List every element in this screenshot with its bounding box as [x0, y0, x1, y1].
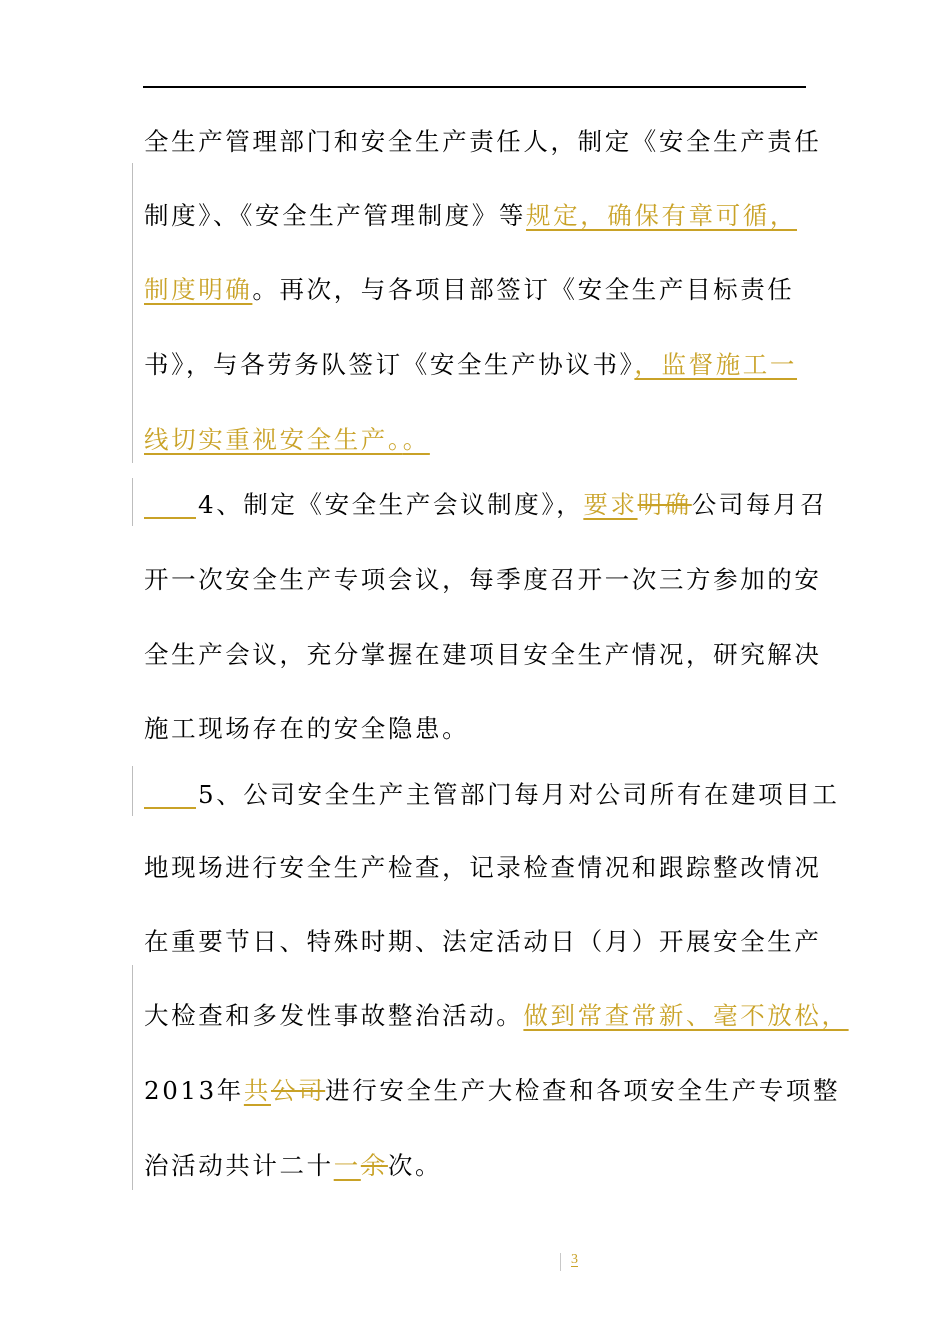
page-number: 3	[571, 1252, 578, 1267]
text-line	[144, 1071, 841, 1111]
text-line	[144, 560, 822, 600]
text-line	[144, 270, 814, 310]
body-text: 书》，与各劳务队签订《安全生产协议书》	[144, 350, 635, 379]
body-text: 公司每月召	[691, 490, 828, 519]
text-line	[144, 485, 828, 525]
tracked-deletion[interactable]: 余	[360, 1151, 388, 1180]
text-line	[144, 345, 814, 385]
change-bar	[132, 965, 133, 1190]
header-rule	[143, 86, 806, 88]
tracked-insertion[interactable]: 共	[243, 1076, 271, 1105]
body-text: 2013年	[144, 1076, 244, 1105]
text-line	[144, 420, 814, 460]
body-text: 全生产管理部门和安全生产责任人，制定《安全生产责任	[144, 127, 822, 156]
tracked-insertion[interactable]: 线切实重视安全生产。	[144, 425, 403, 454]
tracked-deletion[interactable]: 明确	[637, 490, 692, 519]
text-line	[144, 848, 822, 888]
tracked-insertion[interactable]: 做到常查常新、毫不放松，	[523, 1001, 849, 1030]
text-line	[144, 775, 840, 815]
tracked-insertion[interactable]: 要求	[583, 490, 638, 519]
tracked-deletion[interactable]: 公司	[270, 1076, 326, 1105]
tracked-insertion[interactable]: 制度明确	[144, 275, 253, 304]
body-text: 大检查和多发性事故整治活动。	[144, 1001, 524, 1030]
tracked-insertion[interactable]: 一	[333, 1151, 361, 1180]
change-bar	[132, 478, 133, 526]
body-text: 4、制定《安全生产会议制度》，	[198, 490, 584, 519]
text-line	[144, 1146, 814, 1186]
footer-divider	[560, 1253, 561, 1271]
text-line	[144, 122, 822, 162]
body-text: 开一次安全生产专项会议，每季度召开一次三方参加的安	[144, 565, 822, 594]
body-text: 次。	[387, 1151, 443, 1180]
tracked-insertion[interactable]: 。	[402, 425, 430, 454]
indent-placeholder	[144, 517, 196, 519]
text-line	[144, 196, 814, 236]
text-line	[144, 996, 849, 1036]
tracked-insertion[interactable]: 规定，确保有章可循，	[526, 201, 797, 230]
change-bar	[132, 163, 133, 463]
body-text: 。再次，与各项目部签订《安全生产目标责任	[252, 275, 795, 304]
body-text: 治活动共计二十	[144, 1151, 334, 1180]
body-text: 制度》、《安全生产管理制度》等	[144, 201, 526, 230]
body-text: 进行安全生产大检查和各项安全生产专项整	[325, 1076, 841, 1105]
body-text: 全生产会议，充分掌握在建项目安全生产情况，研究解决	[144, 640, 822, 669]
body-text: 施工现场存在的安全隐患。	[144, 714, 470, 743]
text-line	[144, 635, 822, 675]
body-text: 地现场进行安全生产检查，记录检查情况和跟踪整改情况	[144, 853, 822, 882]
text-line	[144, 922, 822, 962]
tracked-insertion[interactable]: ，监督施工一	[634, 350, 798, 379]
body-text: 在重要节日、特殊时期、法定活动日（月）开展安全生产	[144, 927, 822, 956]
text-line	[144, 709, 814, 749]
body-text: 5、公司安全生产主管部门每月对公司所有在建项目工	[198, 780, 840, 809]
change-bar	[132, 766, 133, 816]
indent-placeholder	[144, 807, 196, 809]
